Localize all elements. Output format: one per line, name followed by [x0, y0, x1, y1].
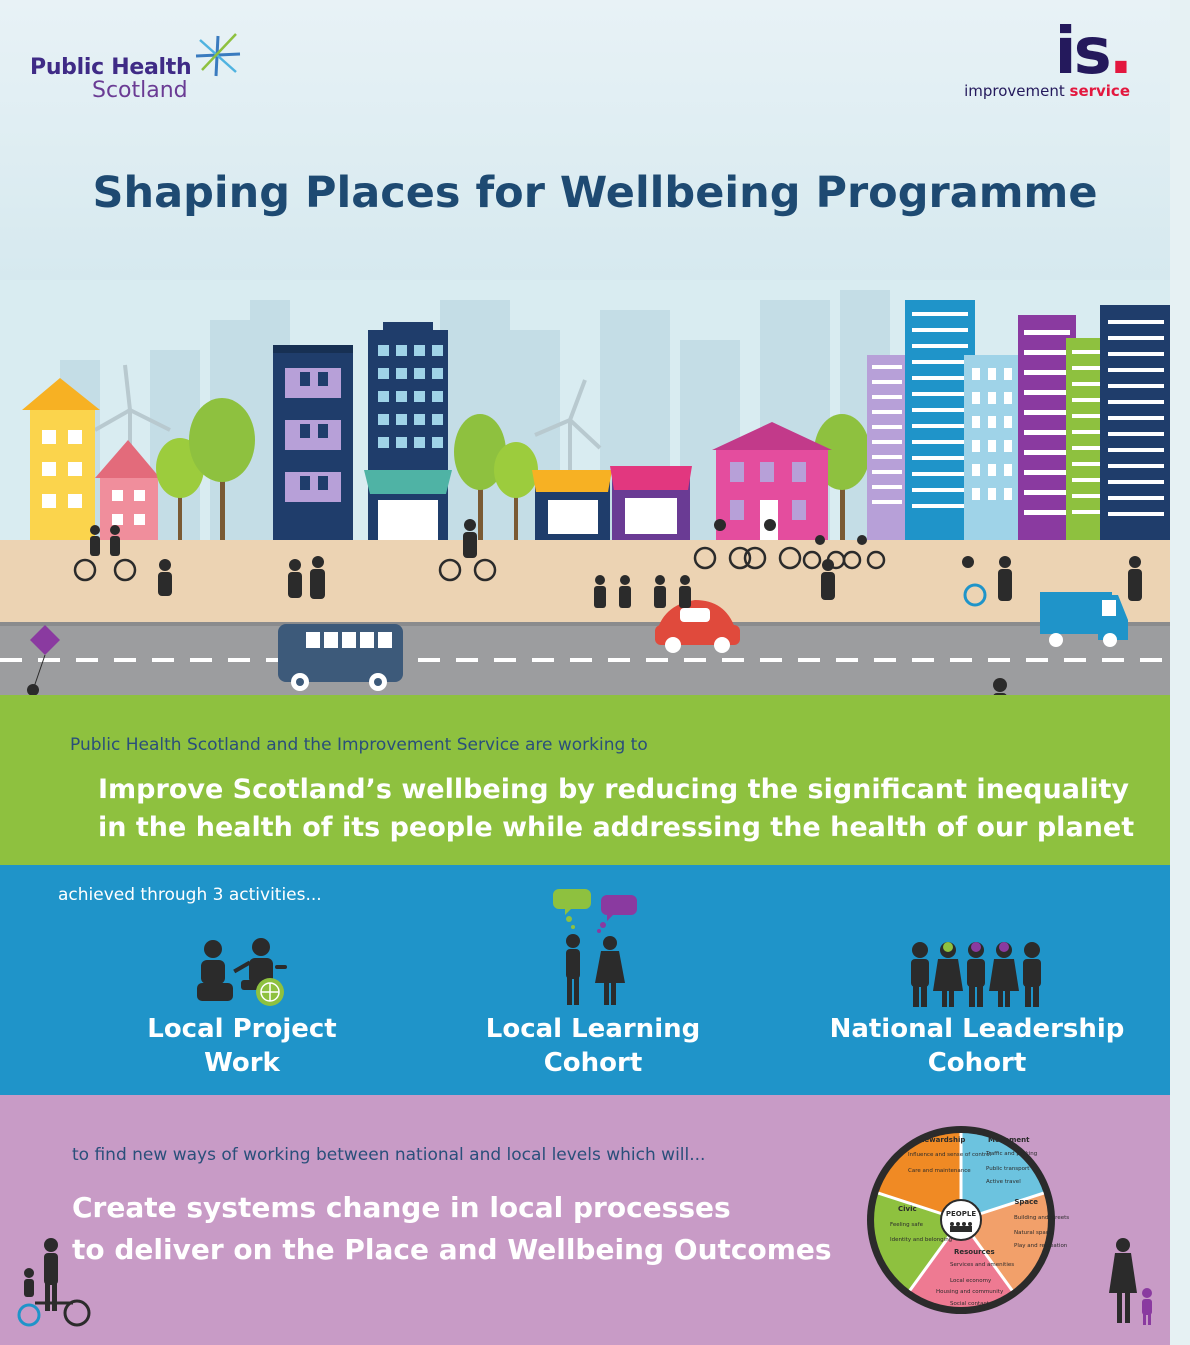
is-logo-mark: is.: [1054, 15, 1130, 89]
movement-title: Movement: [988, 1136, 1030, 1144]
public-health-scotland-logo[interactable]: [30, 55, 191, 103]
activity-2-line2: Cohort: [543, 1048, 643, 1078]
phs-star-icon: [192, 30, 244, 82]
stewardship-title: Stewardship: [916, 1136, 966, 1144]
space-item-3: Play and recreation: [1014, 1243, 1068, 1249]
activity-2-line1: Local Learning: [485, 1014, 701, 1044]
civic-item-2: Identity and belonging: [890, 1237, 953, 1243]
outcome-line2: to deliver on the Place and Wellbeing Outcomes: [72, 1233, 832, 1266]
local-project-work-icon: [195, 935, 295, 1010]
improvement-service-logo[interactable]: [964, 15, 1130, 100]
activity-3-line1: National Leadership: [829, 1014, 1125, 1044]
local-learning-cohort-icon: [555, 885, 640, 1010]
space-title: Space: [1014, 1198, 1038, 1206]
movement-item-3: Active travel: [986, 1179, 1021, 1185]
activity-3-line2: Cohort: [927, 1048, 1027, 1078]
place-and-wellbeing-outcomes-wheel: [866, 1125, 1070, 1315]
mission-intro: Public Health Scotland and the Improvement Service are working to: [70, 735, 648, 755]
activity-local-project-work: [82, 1012, 402, 1080]
outcome-line1: Create systems change in local processes: [72, 1191, 731, 1224]
space-item-1: Building and streets: [1014, 1215, 1070, 1221]
phs-logo-line1: Public Health: [30, 55, 192, 80]
resources-item-1: Services and amenities: [950, 1262, 1015, 1268]
resources-item-2: Local economy: [950, 1278, 992, 1284]
civic-item-1: Feeling safe: [890, 1222, 923, 1228]
activity-national-leadership-cohort: [812, 1012, 1142, 1080]
is-logo-wordmark: improvement service: [964, 82, 1130, 100]
outcome-intro: to find new ways of working between national and local levels which will...: [72, 1145, 706, 1165]
page-title: Shaping Places for Wellbeing Programme: [92, 168, 1098, 218]
phs-logo-line2: Scotland: [92, 78, 188, 103]
national-leadership-cohort-icon: [905, 940, 1050, 1010]
resources-item-3: Housing and community: [936, 1289, 1004, 1295]
city-street-illustration: [0, 280, 1170, 695]
header: [0, 0, 1170, 280]
resources-title: Resources: [954, 1248, 995, 1256]
parent-walking-child-icon: [1095, 1235, 1160, 1330]
resources-item-4: Social contact: [950, 1301, 989, 1307]
outcome-statement: [72, 1187, 832, 1271]
mission-statement: [98, 771, 1134, 847]
stewardship-item-1: Influence and sense of control: [908, 1152, 992, 1158]
activity-1-line1: Local Project: [147, 1014, 337, 1044]
parent-and-child-cyclists-icon: [15, 1235, 95, 1330]
movement-item-1: Traffic and parking: [986, 1151, 1038, 1157]
activity-local-learning-cohort: [433, 1012, 753, 1080]
mission-statement-line2: in the health of its people while addressing the health of our planet: [98, 812, 1135, 843]
wheel-center-label: PEOPLE: [945, 1210, 977, 1218]
activity-1-line2: Work: [204, 1048, 280, 1078]
space-item-2: Natural space: [1014, 1230, 1053, 1236]
stewardship-item-2: Care and maintenance: [908, 1168, 971, 1174]
activities-intro: achieved through 3 activities...: [58, 885, 322, 905]
movement-item-2: Public transport: [986, 1166, 1030, 1172]
mission-statement-line1: Improve Scotland’s wellbeing by reducing the significant inequality: [98, 774, 1129, 805]
civic-title: Civic: [898, 1205, 917, 1213]
